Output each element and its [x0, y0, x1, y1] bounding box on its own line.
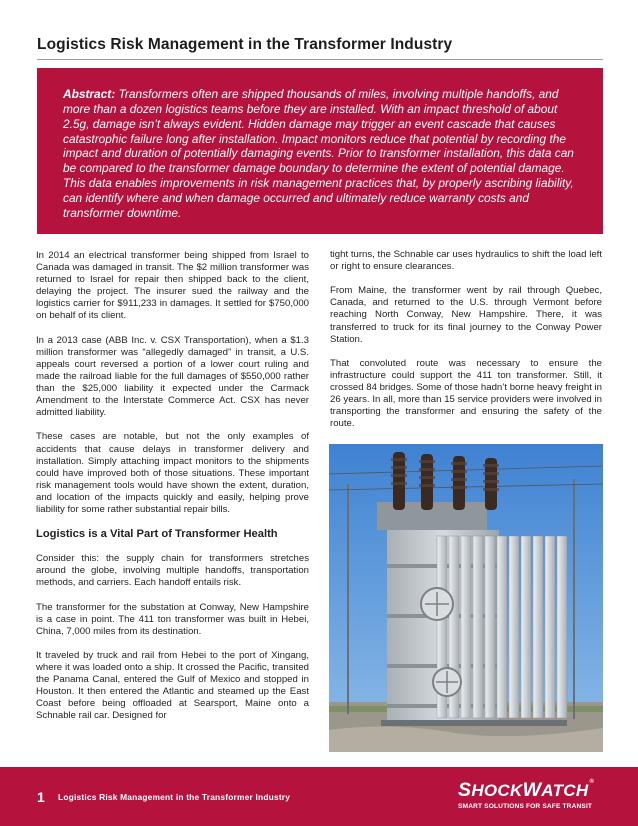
abstract-text: Transformers often are shipped thousands of miles, involving multiple handoffs, and more than a dozen logistics teams before they are installed. With an impact threshold of about 2.5g, damage isn’t always evident. Hidden damage may trigger an event cascade that causes catastrophic failure long after installation. Impact monitors reduce that potential by recording the impact and duration of potentially damaging events. Prior to transformer installation, this data can be compared to the transformer damage boundary to determine the extent of potential damage. This data enables improvements in risk management practices that, by properly ascribing liability, can identify where and when damage occurred and ultimately reduce warranty costs and transformer downtime.	[63, 87, 574, 220]
brand-tagline: SMART SOLUTIONS FOR SAFE TRANSIT	[458, 803, 593, 810]
transformer-photo	[329, 444, 603, 752]
page-title: Logistics Risk Management in the Transformer Industry	[37, 36, 453, 53]
paragraph: tight turns, the Schnable car uses hydraulics to shift the load left or right to ensure clearances.	[330, 249, 602, 273]
paragraph: Consider this: the supply chain for transformers stretches around the globe, involving multiple handoffs, transportation methods, and carriers. Each handoff entails risk.	[36, 553, 309, 589]
left-column	[36, 250, 309, 735]
abstract-box	[37, 68, 603, 234]
paragraph: That convoluted route was necessary to ensure the infrastructure could support the 411 ton transformer. Still, it crossed 84 bridges. Some of those hadn’t borne heavy freight in 26 years. In all, more than 15 service providers were involved in transporting the transformer and ensuring the safety of the route.	[330, 357, 602, 430]
right-column	[330, 249, 602, 443]
brand-name: SHOCKWATCH®	[458, 779, 595, 801]
paragraph: These cases are notable, but not the only examples of accidents that cause delays in transformer delivery and installation. Simply attaching impact monitors to the shipments could have improved both of those situations. These important risk management tools would have shown the extent, duration, and location of the impacts quickly and easily, helping prove liability for some rather substantial repair bills.	[36, 431, 309, 515]
paragraph: In 2014 an electrical transformer being shipped from Israel to Canada was damaged in transit. The $2 million transformer was returned to Israel for repair then shipped back to the client, delaying the project. The insurer sued the railway and the logistics carrier for $911,233 in damages. It settled for $750,000 on behalf of its client.	[36, 250, 309, 322]
shockwatch-logo	[458, 779, 608, 810]
section-heading: Logistics is a Vital Part of Transformer Health	[36, 528, 278, 541]
paragraph: In a 2013 case (ABB Inc. v. CSX Transportation), when a $1.3 million transformer was “allegedly damaged” in transit, a U.S. appeals court reversed a portion of a lower court ruling and made the railroad liable for the full damages of $550,000 rather than the $25,000 liability it expected under the Carmack Amendment to the Interstate Commerce Act. CSX has never admitted liability.	[36, 334, 309, 419]
abstract-label: Abstract:	[63, 87, 116, 101]
footer-title: Logistics Risk Management in the Transformer Industry	[58, 792, 291, 802]
paragraph: The transformer for the substation at Conway, New Hampshire is a case in point. The 411 ton transformer was built in Hebei, China, 7,000 miles from its destination.	[36, 601, 309, 637]
paragraph: From Maine, the transformer went by rail through Quebec, Canada, and returned to the U.S. through Vermont before reaching North Conway, New Hampshire. There, it was transferred to truck for its final journey to the Conway Power Station.	[330, 285, 602, 345]
title-divider	[37, 59, 603, 60]
paragraph: It traveled by truck and rail from Hebei to the port of Xingang, where it was loaded onto a ship. It crossed the Pacific, transited the Panama Canal, entered the Gulf of Mexico and stopped in Houston. It then entered the Atlantic and steamed up the East Coast before being offloaded at Searsport, Maine onto a Schnable rail car. Designed for	[36, 650, 309, 722]
page-number: 1	[37, 789, 45, 805]
footer	[0, 767, 638, 826]
